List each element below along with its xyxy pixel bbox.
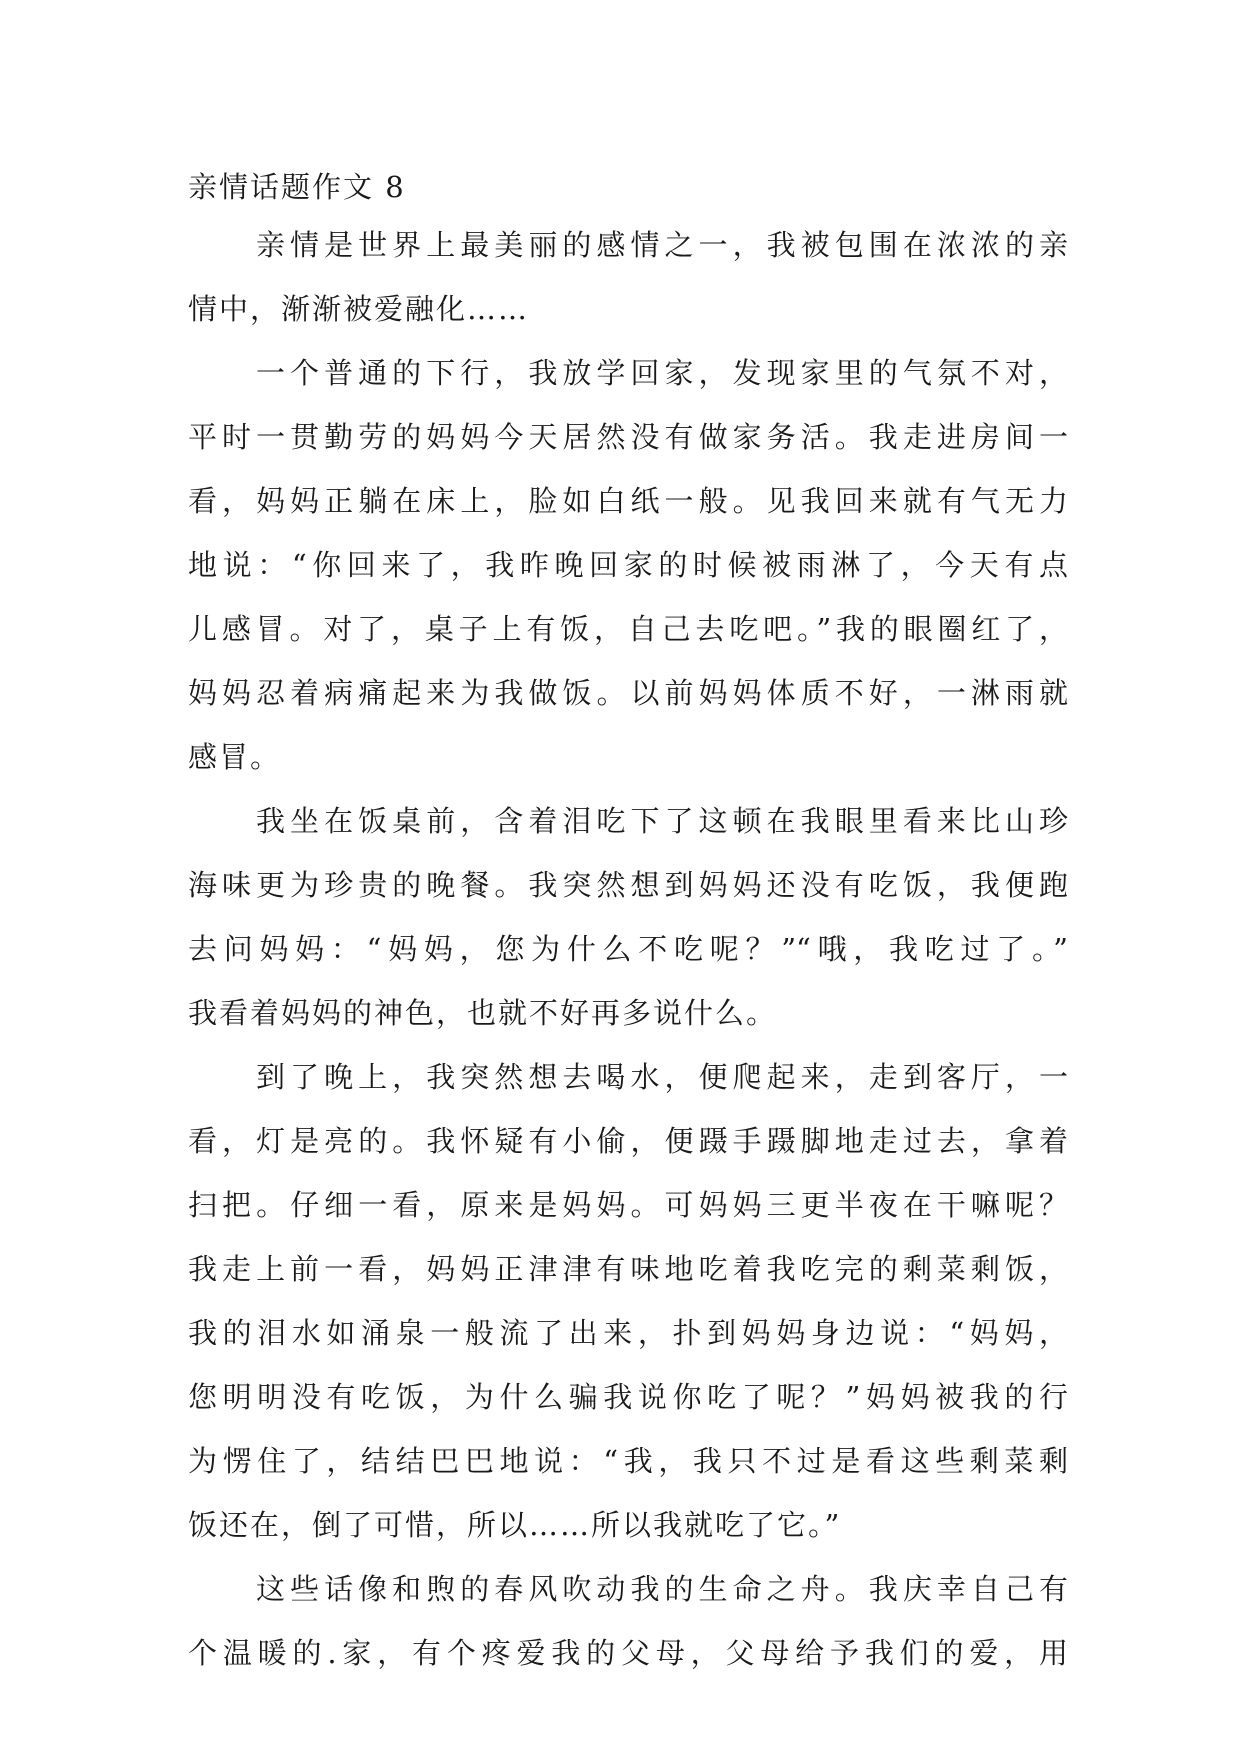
paragraph-line: 一个普通的下行，我放学回家，发现家里的气氛不对， xyxy=(256,356,1068,390)
paragraph-line: 您明明没有吃饭，为什么骗我说你吃了呢？”妈妈被我的行 xyxy=(188,1380,1068,1414)
paragraph-line: 饭还在，倒了可惜，所以……所以我就吃了它。” xyxy=(188,1508,842,1542)
paragraph-line: 去问妈妈：“妈妈，您为什么不吃呢？”“哦，我吃过了。” xyxy=(188,932,1068,966)
paragraph-line: 我看着妈妈的神色，也就不好再多说什么。 xyxy=(188,996,778,1030)
paragraph-line: 亲情是世界上最美丽的感情之一，我被包围在浓浓的亲 xyxy=(256,228,1068,262)
paragraph-line: 为愣住了，结结巴巴地说：“我，我只不过是看这些剩菜剩 xyxy=(188,1444,1068,1478)
paragraph-line: 海味更为珍贵的晚餐。我突然想到妈妈还没有吃饭，我便跑 xyxy=(188,868,1068,902)
document-body xyxy=(188,222,1068,1694)
paragraph-line: 我坐在饭桌前，含着泪吃下了这顿在我眼里看来比山珍 xyxy=(256,804,1068,838)
paragraph-line: 儿感冒。对了，桌子上有饭，自己去吃吧。”我的眼圈红了， xyxy=(188,612,1068,646)
paragraph-line: 到了晚上，我突然想去喝水，便爬起来，走到客厅，一 xyxy=(256,1060,1068,1094)
paragraph-line: 看，妈妈正躺在床上，脸如白纸一般。见我回来就有气无力 xyxy=(188,484,1068,518)
paragraph-line: 情中，渐渐被爱融化…… xyxy=(188,292,530,326)
paragraph-line: 扫把。仔细一看，原来是妈妈。可妈妈三更半夜在干嘛呢？ xyxy=(188,1188,1068,1222)
paragraph-line: 平时一贯勤劳的妈妈今天居然没有做家务活。我走进房间一 xyxy=(188,420,1068,454)
paragraph-line: 我走上前一看，妈妈正津津有味地吃着我吃完的剩菜剩饭， xyxy=(188,1252,1068,1286)
document-title: 亲情话题作文 8 xyxy=(188,170,406,204)
paragraph-line: 看，灯是亮的。我怀疑有小偷，便蹑手蹑脚地走过去，拿着 xyxy=(188,1124,1068,1158)
paragraph-line: 感冒。 xyxy=(188,740,282,774)
paragraph-line: 这些话像和煦的春风吹动我的生命之舟。我庆幸自己有 xyxy=(256,1572,1068,1606)
paragraph-line: 我的泪水如涌泉一般流了出来，扑到妈妈身边说：“妈妈， xyxy=(188,1316,1068,1350)
paragraph-line: 个温暖的.家，有个疼爱我的父母，父母给予我们的爱，用 xyxy=(188,1636,1068,1670)
paragraph-line: 妈妈忍着病痛起来为我做饭。以前妈妈体质不好，一淋雨就 xyxy=(188,676,1068,710)
paragraph-line: 地说：“你回来了，我昨晚回家的时候被雨淋了，今天有点 xyxy=(188,548,1068,582)
